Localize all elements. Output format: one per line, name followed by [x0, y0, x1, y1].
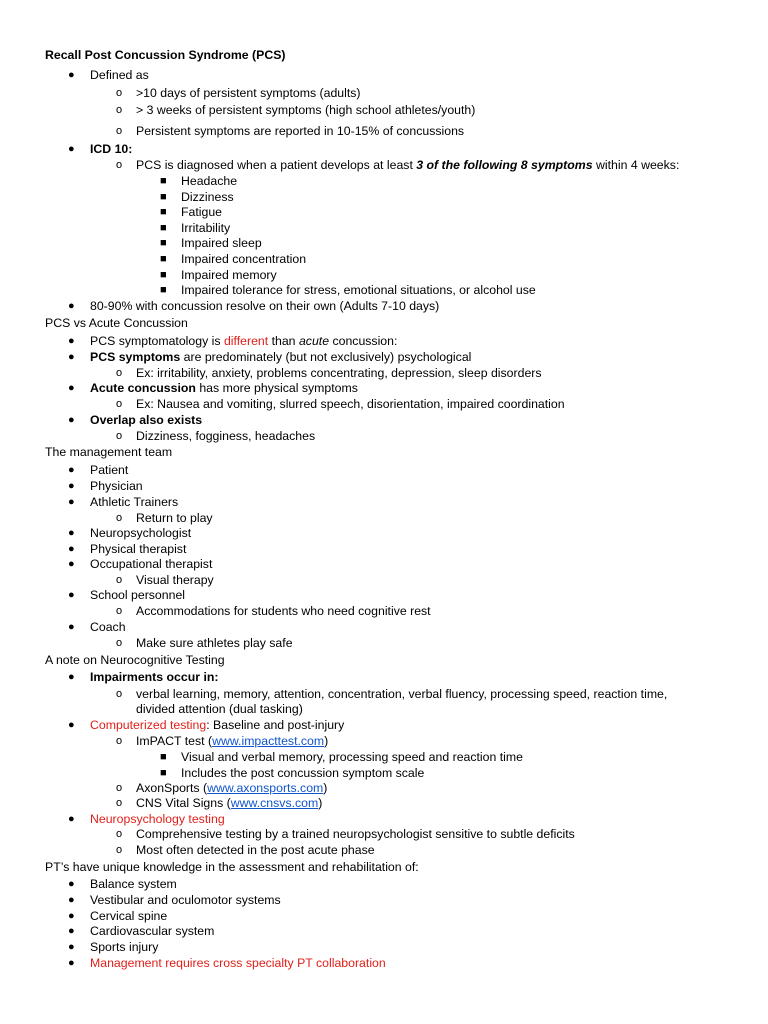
list-item-text: Occupational therapist: [90, 557, 213, 571]
bullet-icon: ●: [68, 621, 75, 633]
text-run: CNS Vital Signs (: [136, 796, 231, 810]
text-run: PCS symptomatology is: [90, 334, 224, 348]
hollow-bullet-icon: o: [116, 782, 123, 794]
bullet-icon: ●: [68, 558, 75, 570]
square-bullet-icon: ■: [160, 191, 167, 203]
list-item-text: Cervical spine: [90, 909, 168, 923]
text-run: PCS is diagnosed when a patient develops at least: [136, 158, 417, 172]
list-item-text: Impaired sleep: [181, 236, 262, 250]
text-run-emphasis: 3 of the following 8 symptoms: [416, 158, 593, 172]
text-run: ): [323, 781, 328, 795]
bullet-icon: ●: [68, 300, 75, 312]
section-title: Recall Post Concussion Syndrome (PCS): [45, 48, 286, 62]
list-item-text: Visual therapy: [136, 573, 214, 587]
hollow-bullet-icon: o: [116, 844, 123, 856]
bullet-icon: ●: [68, 957, 75, 969]
list-item-text: Comprehensive testing by a trained neuropsychologist sensitive to subtle deficits: [136, 827, 575, 841]
impacttest-link[interactable]: www.impacttest.com: [212, 734, 325, 748]
hollow-bullet-icon: o: [116, 367, 123, 379]
list-item-text: Impaired concentration: [181, 252, 307, 266]
bullet-icon: ●: [68, 480, 75, 492]
list-item-text: Cardiovascular system: [90, 924, 215, 938]
list-item-text: Vestibular and oculomotor systems: [90, 893, 281, 907]
list-item-text: Visual and verbal memory, processing speed and reaction time: [181, 750, 523, 764]
list-item-text: Coach: [90, 620, 126, 634]
hollow-bullet-icon: o: [116, 797, 123, 809]
bullet-icon: ●: [68, 813, 75, 825]
text-run: AxonSports (: [136, 781, 208, 795]
text-run: ): [324, 734, 329, 748]
list-item-text: Sports injury: [90, 940, 159, 954]
list-item-text: Patient: [90, 463, 129, 477]
bullet-icon: ●: [68, 878, 75, 890]
list-item-text: Overlap also exists: [90, 413, 203, 427]
list-item-text: [136, 734, 328, 749]
bullet-icon: ●: [68, 527, 75, 539]
bullet-icon: ●: [68, 382, 75, 394]
bullet-icon: ●: [68, 496, 75, 508]
hollow-bullet-icon: o: [116, 125, 123, 137]
text-run: : Baseline and post-injury: [206, 718, 345, 732]
list-item-text: 80-90% with concussion resolve on their own (Adults 7-10 days): [90, 299, 440, 313]
square-bullet-icon: ■: [160, 222, 167, 234]
list-item-text: Impaired memory: [181, 268, 277, 282]
bullet-icon: ●: [68, 671, 75, 683]
hollow-bullet-icon: o: [116, 104, 123, 116]
list-item-text: School personnel: [90, 588, 186, 602]
list-item-text: ICD 10:: [90, 142, 133, 156]
list-item-text: [136, 796, 322, 811]
hollow-bullet-icon: o: [116, 637, 123, 649]
hollow-bullet-icon: o: [116, 735, 123, 747]
list-item-text: [90, 350, 471, 365]
list-item-text: Accommodations for students who need cognitive rest: [136, 604, 431, 618]
bullet-icon: ●: [68, 589, 75, 601]
list-item-text: Impaired tolerance for stress, emotional situations, or alcohol use: [181, 283, 536, 297]
list-item-text: Neuropsychology testing: [90, 812, 225, 826]
hollow-bullet-icon: o: [116, 87, 123, 99]
square-bullet-icon: ■: [160, 237, 167, 249]
bullet-icon: ●: [68, 414, 75, 426]
list-item-text: Dizziness: [181, 190, 234, 204]
square-bullet-icon: ■: [160, 767, 167, 779]
bullet-icon: ●: [68, 464, 75, 476]
text-run: ImPACT test (: [136, 734, 213, 748]
hollow-bullet-icon: o: [116, 159, 123, 171]
list-item-text: [90, 334, 397, 349]
hollow-bullet-icon: o: [116, 688, 123, 700]
cnsvs-link[interactable]: www.cnsvs.com: [230, 796, 319, 810]
section-title: PT’s have unique knowledge in the assessment and rehabilitation of:: [45, 860, 419, 874]
bullet-icon: ●: [68, 143, 75, 155]
list-item-text: Return to play: [136, 511, 213, 525]
list-item-text: [136, 158, 679, 173]
text-run: concussion:: [329, 334, 398, 348]
list-item-text: > 3 weeks of persistent symptoms (high school athletes/youth): [136, 103, 476, 117]
square-bullet-icon: ■: [160, 175, 167, 187]
square-bullet-icon: ■: [160, 751, 167, 763]
bullet-icon: ●: [68, 925, 75, 937]
hollow-bullet-icon: o: [116, 398, 123, 410]
list-item-text: Make sure athletes play safe: [136, 636, 293, 650]
list-item-text: Management requires cross specialty PT collaboration: [90, 956, 386, 970]
bullet-icon: ●: [68, 335, 75, 347]
bullet-icon: ●: [68, 543, 75, 555]
section-title: A note on Neurocognitive Testing: [45, 653, 225, 667]
text-run: are predominately (but not exclusively) psychological: [180, 350, 472, 364]
list-item-text: [90, 718, 344, 733]
bullet-icon: ●: [68, 351, 75, 363]
hollow-bullet-icon: o: [116, 574, 123, 586]
list-item-text: >10 days of persistent symptoms (adults): [136, 86, 361, 100]
list-item-text: Physical therapist: [90, 542, 187, 556]
list-item-text: Ex: irritability, anxiety, problems concentrating, depression, sleep disorders: [136, 366, 542, 380]
hollow-bullet-icon: o: [116, 430, 123, 442]
bullet-icon: ●: [68, 894, 75, 906]
list-item-text: verbal learning, memory, attention, concentration, verbal fluency, processing speed, reaction time,: [136, 687, 668, 701]
list-item-text: Athletic Trainers: [90, 495, 179, 509]
list-item-text: [136, 781, 327, 796]
text-run-red: different: [223, 334, 269, 348]
list-item-text: [90, 381, 358, 396]
list-item-text: Headache: [181, 174, 238, 188]
section-title: PCS vs Acute Concussion: [45, 316, 188, 330]
list-item-text: Ex: Nausea and vomiting, slurred speech, disorientation, impaired coordination: [136, 397, 565, 411]
bullet-icon: ●: [68, 69, 75, 81]
list-item-text: Dizziness, fogginess, headaches: [136, 429, 316, 443]
square-bullet-icon: ■: [160, 284, 167, 296]
text-run: than: [268, 334, 299, 348]
list-item-text: Most often detected in the post acute phase: [136, 843, 375, 857]
bullet-icon: ●: [68, 910, 75, 922]
list-item-text: Includes the post concussion symptom scale: [181, 766, 425, 780]
section-title: The management team: [45, 445, 173, 459]
text-run-bold: Acute concussion: [90, 381, 196, 395]
list-item-text: Persistent symptoms are reported in 10-15% of concussions: [136, 124, 465, 138]
list-item-text: Irritability: [181, 221, 231, 235]
text-run-bold: PCS symptoms: [90, 350, 181, 364]
bullet-icon: ●: [68, 719, 75, 731]
list-item-text: Defined as: [90, 68, 149, 82]
text-run: within 4 weeks:: [592, 158, 680, 172]
square-bullet-icon: ■: [160, 253, 167, 265]
list-item-text: Neuropsychologist: [90, 526, 192, 540]
list-item-text: Balance system: [90, 877, 177, 891]
list-item-text: divided attention (dual tasking): [136, 702, 303, 716]
hollow-bullet-icon: o: [116, 828, 123, 840]
text-run-red: Computerized testing: [90, 718, 207, 732]
list-item-text: Impairments occur in:: [90, 670, 219, 684]
text-run-italic: acute: [298, 334, 330, 348]
list-item-text: Fatigue: [181, 205, 223, 219]
hollow-bullet-icon: o: [116, 605, 123, 617]
square-bullet-icon: ■: [160, 206, 167, 218]
text-run: has more physical symptoms: [195, 381, 358, 395]
square-bullet-icon: ■: [160, 269, 167, 281]
bullet-icon: ●: [68, 941, 75, 953]
list-item-text: Physician: [90, 479, 143, 493]
text-run: ): [318, 796, 323, 810]
axonsports-link[interactable]: www.axonsports.com: [207, 781, 324, 795]
hollow-bullet-icon: o: [116, 512, 123, 524]
